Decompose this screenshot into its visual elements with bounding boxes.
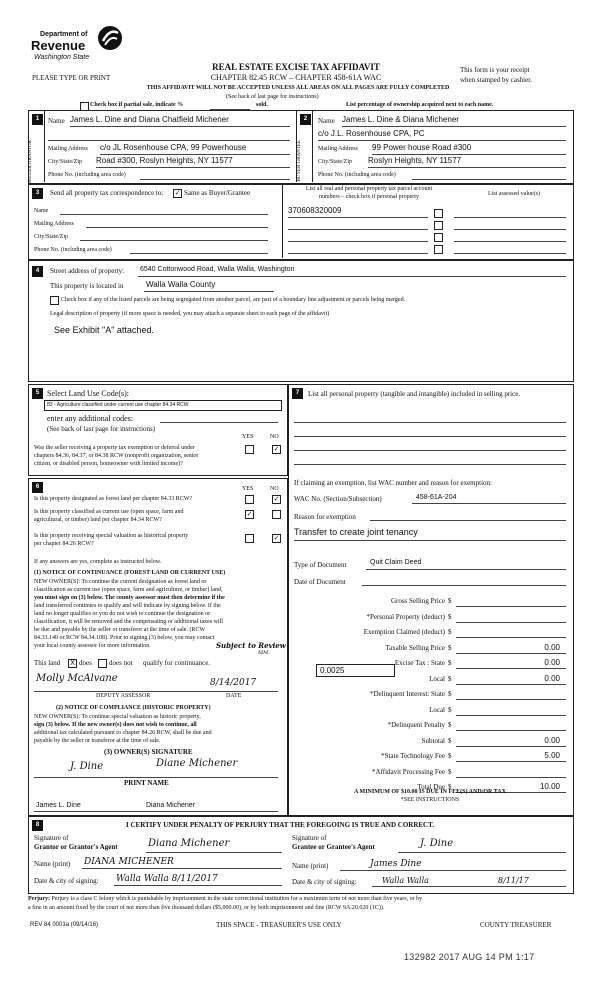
parcel-4-checkbox[interactable]: [434, 245, 443, 254]
assessed-line-1[interactable]: [454, 217, 566, 218]
right-date-label: Date & city of signing:: [292, 878, 357, 886]
continuance-line-4: land no longer qualifies or you do not wish to continue the designation or: [34, 611, 211, 617]
section-8-number: 8: [32, 820, 43, 831]
see-back-text: (See back of last page for instructions): [226, 94, 319, 100]
historic-question-2: per chapter 84.26 RCW?: [34, 541, 94, 547]
section3-divider: [282, 184, 283, 258]
tax-row-label: Total Due: [417, 783, 445, 791]
grantee-date[interactable]: 8/11/17: [498, 876, 529, 885]
tax-row-value[interactable]: 0.00: [544, 673, 560, 683]
grantee-city[interactable]: Walla Walla: [382, 876, 429, 885]
buyer-name-line-2: [318, 140, 566, 141]
compliance-line-1: sign (3) below. If the new owner(s) does not wish to continue, all: [34, 722, 197, 728]
section3-name-label: Name: [34, 208, 49, 214]
exemption-question-2: chapters 84.36, 84.37, or 84.38 RCW (nonprofit organization, senior: [34, 453, 199, 459]
section6-no-header: NO: [270, 486, 279, 492]
parcel-line-1: [288, 217, 428, 218]
this-land-label: This land: [34, 659, 61, 667]
parcel-1-checkbox[interactable]: [434, 209, 443, 218]
seller-name-line-2: [48, 140, 290, 141]
logo-top-text: Department of: [40, 31, 88, 38]
current-use-question-1: Is this property classified as current use (open space, farm and: [34, 509, 184, 515]
certify-statement: I CERTIFY UNDER PENALTY OF PERJURY THAT THE FOREGOING IS TRUE AND CORRECT.: [126, 821, 435, 829]
section3-phone-line[interactable]: [130, 253, 268, 254]
tax-row-line: [456, 668, 566, 669]
seller-mailing-line: [100, 154, 290, 155]
compliance-title: (2) NOTICE OF COMPLIANCE (HISTORIC PROPERTY): [56, 705, 211, 711]
historic-no-checkbox[interactable]: ✓: [273, 534, 280, 542]
section-1-number: 1: [32, 114, 43, 125]
tax-row-line: [456, 761, 566, 762]
tax-row-label: *Delinquent Penalty: [387, 721, 445, 729]
personal-property-label: List all personal property (tangible and intangible) included in selling price.: [308, 390, 521, 398]
assessor-date[interactable]: 8/14/2017: [210, 678, 257, 688]
segregated-checkbox[interactable]: [50, 296, 59, 305]
grantor-print-name[interactable]: DIANA MICHENER: [84, 857, 174, 867]
buyer-city-label: City/State/Zip: [318, 159, 352, 165]
continuance-line-6: be due and payable by the seller or transferor at the time of sale. (RCW: [34, 627, 206, 633]
seller-mailing[interactable]: c/o JL Rosenhouse CPA, 99 Powerhouse: [100, 143, 247, 152]
tax-row-dollar: $: [448, 767, 452, 776]
grantor-signature-line: [146, 852, 282, 853]
date-label: DATE: [226, 693, 242, 699]
tax-row-label: *Personal Property (deduct): [366, 612, 445, 621]
does-label: does: [79, 659, 92, 667]
forest-yes-checkbox[interactable]: [245, 495, 254, 504]
right-name-label: Name (print): [292, 862, 329, 870]
doc-type[interactable]: Quit Claim Deed: [370, 559, 422, 566]
wac-label: WAC No. (Section/Subsection): [294, 495, 382, 503]
left-sig-label-1: Signature of: [34, 834, 69, 842]
exemption-yes-checkbox[interactable]: [245, 445, 254, 454]
form-title: REAL ESTATE EXCISE TAX AFFIDAVIT: [212, 62, 380, 72]
parcel-header-2: numbers – check box if personal property: [319, 194, 419, 200]
logo-sub-text: Washington State: [34, 54, 90, 61]
seller-name-line: [70, 126, 290, 127]
land-use-code[interactable]: 83 - Agriculture classified under current use chapter 84.34 RCW: [44, 400, 282, 411]
continuance-line-7: 84.33.140 or RCW 84.34.108). Prior to signing (3) below, you may contact: [34, 635, 215, 641]
street-line: [138, 276, 566, 277]
assessed-line-4[interactable]: [454, 253, 566, 254]
owner-signature-2[interactable]: Diane Michener: [156, 758, 238, 769]
buyer-name-line: [342, 126, 566, 127]
same-as-buyer-checkbox[interactable]: ✓: [174, 189, 181, 197]
tax-row-dollar: $: [448, 752, 452, 760]
review-note-initials: MM.: [258, 650, 270, 656]
tax-row-label: Local: [429, 705, 445, 714]
assessor-signature[interactable]: Molly McAlvane: [36, 673, 118, 684]
tax-row-label: Local: [429, 674, 445, 683]
section5-yes-header: YES: [242, 434, 254, 440]
reason-line: [294, 540, 566, 541]
exemption-question-1: Was the seller receiving a property tax exemption or deferral under: [34, 445, 195, 451]
perjury-line-1: [28, 896, 588, 902]
wac-number[interactable]: 458-61A-204: [416, 494, 457, 501]
perjury-bold-label: Perjury:: [28, 896, 50, 902]
legal-description[interactable]: See Exhibit "A" attached.: [54, 325, 154, 335]
tax-row-dollar: $: [448, 736, 452, 745]
tax-row-value[interactable]: 10.00: [539, 782, 560, 791]
tax-row-line: [456, 699, 566, 700]
buyer-name-2[interactable]: c/o J.L. Rosenhouse CPA, PC: [318, 129, 425, 138]
percentage-instruction: List percentage of ownership acquired next to each name.: [346, 102, 494, 108]
continuance-line-3: land transferred continues to qualify and will indicate by signing below. If the: [34, 603, 221, 609]
does-not-label: does not: [109, 659, 133, 667]
tax-row-label: Gross Selling Price: [390, 597, 445, 605]
owner-signature-1[interactable]: J. Dine: [70, 761, 104, 772]
section-5-number: 5: [32, 388, 43, 399]
buyer-name[interactable]: James L. Dine & Diana Michener: [342, 115, 459, 124]
tax-row-line: [456, 730, 566, 731]
select-land-use-label: Select Land Use Code(s):: [47, 389, 129, 398]
section6-yes-header: YES: [242, 486, 254, 492]
continuance-line-5: classification, it will be removed and the compensating or additional taxes will: [34, 619, 223, 625]
buyer-mailing-line: [372, 154, 566, 155]
buyer-phone-line[interactable]: [412, 179, 566, 180]
wac-line: [412, 503, 566, 504]
assessed-line-3[interactable]: [454, 241, 566, 242]
street-label: Street address of property:: [50, 267, 125, 275]
left-date-label: Date & city of signing:: [34, 877, 99, 885]
compliance-line-2: additional tax calculated pursuant to chapter 84.26 RCW, shall be due and: [34, 730, 212, 736]
compliance-line-0: NEW OWNER(S): To continue special valuation as historic property,: [34, 714, 201, 720]
tax-row-dollar: $: [448, 690, 452, 698]
left-sig-label-2: Grantor or Grantor's Agent: [34, 843, 118, 851]
buyer-city-line: [368, 167, 566, 168]
send-correspondence-label: Send all property tax correspondence to:: [50, 189, 164, 197]
seller-side-label: SELLER GRANTOR: [28, 140, 33, 184]
forest-no-checkbox[interactable]: ✓: [273, 495, 280, 503]
minimum-due-line-2: *SEE INSTRUCTIONS: [400, 797, 460, 803]
county-treasurer-label: COUNTY TREASURER: [480, 921, 552, 929]
does-not-checkbox[interactable]: [98, 659, 107, 668]
tax-row-dollar: $: [448, 597, 452, 605]
local-rate-box[interactable]: 0.0025: [316, 664, 395, 677]
continuance-line-0: NEW OWNER(S): To continue the current designation as forest land or: [34, 579, 207, 585]
exemption-no-checkbox[interactable]: ✓: [273, 445, 280, 453]
continuance-line-1: classification as current use (open space, farm and agriculture, or timber) land,: [34, 587, 223, 593]
tax-row-dollar: $: [448, 612, 452, 621]
logo-swoosh-icon: [96, 24, 124, 52]
grantee-print-name[interactable]: James Dine: [370, 859, 422, 869]
section-2-number: 2: [300, 114, 311, 125]
seller-city-label: City/State/Zip: [48, 159, 82, 165]
buyer-mailing[interactable]: 99 Power house Road #300: [372, 143, 472, 152]
tax-row-line: [456, 777, 566, 778]
continuance-line-8: your local county assessor for more information.: [34, 643, 151, 649]
section3-phone-label: Phone No. (including area code): [34, 247, 112, 253]
grantor-name-line: [82, 868, 282, 869]
form-warning: THIS AFFIDAVIT WILL NOT BE ACCEPTED UNLESS ALL AREAS ON ALL PAGES ARE FULLY COMPLETED: [146, 85, 450, 91]
buyer-phone-label: Phone No. (including area code): [318, 172, 396, 178]
sold-label: sold.: [256, 102, 268, 108]
tax-row-dollar: $: [448, 705, 452, 714]
located-label: This property is located in: [50, 282, 124, 290]
section-3-number: 3: [32, 188, 43, 199]
reason-label: Reason for exemption: [294, 513, 356, 521]
assessed-header: List assessed value(s): [488, 191, 540, 197]
forest-land-question: Is this property designated as forest land per chapter 84.33 RCW?: [34, 496, 193, 502]
doc-date-label: Date of Document: [294, 578, 346, 586]
tax-row-dollar: $: [448, 659, 452, 667]
seller-name-label: Name: [48, 117, 65, 125]
buyer-city[interactable]: Roslyn Heights, NY 11577: [368, 156, 462, 165]
continuance-title: (1) NOTICE OF CONTINUANCE (FOREST LAND OR CURRENT USE): [34, 570, 226, 576]
tax-row-dollar: $: [448, 721, 452, 729]
receipt-line-1: This form is your receipt: [460, 66, 530, 74]
owner-signature-label: (3) OWNER(S) SIGNATURE: [104, 748, 193, 756]
tax-row-value[interactable]: 0.00: [544, 642, 560, 652]
personal-property-line-4[interactable]: [294, 464, 566, 465]
located-line: [144, 291, 274, 292]
parcel-2-checkbox[interactable]: [434, 221, 443, 230]
seller-phone-line[interactable]: [140, 179, 290, 180]
tax-row-label: Exemption Claimed (deduct): [363, 628, 445, 636]
legal-description-label: Legal description of property (if more space is needed, you may attach a separate sheet to each page of the affidavit): [50, 311, 330, 317]
tax-row-value[interactable]: 0.00: [544, 735, 560, 745]
buyer-name-label: Name: [318, 117, 335, 125]
section3-mailing-line[interactable]: [86, 227, 268, 228]
tax-row-value[interactable]: 5.00: [544, 751, 560, 760]
located-county[interactable]: Walla Walla County: [146, 280, 216, 289]
seller-name[interactable]: James L. Dine and Diana Chatfield Michener: [70, 115, 229, 124]
grantee-date-line: [372, 886, 566, 887]
if-any-yes-text: If any answers are yes, complete as instructed below.: [34, 559, 162, 565]
tax-row-value[interactable]: 0.00: [544, 658, 560, 667]
review-note: Subject to Review: [216, 641, 286, 650]
additional-codes-line[interactable]: [160, 422, 278, 423]
parcel-line-4[interactable]: [288, 253, 428, 254]
tax-row-label: Subtotal: [421, 736, 445, 745]
revenue-logo: [26, 20, 126, 68]
personal-property-line-3[interactable]: [294, 450, 566, 451]
exemption-claim-label: If claiming an exemption, list WAC number and reason for exemption:: [294, 479, 492, 487]
treasurer-stamp: 132982 2017 AUG 14 PM 1:17: [404, 952, 535, 962]
qualify-label: qualify for continuance.: [143, 659, 211, 667]
receipt-line-2: when stamped by cashier.: [460, 76, 532, 84]
tax-row-label: Excise Tax : State: [394, 659, 445, 667]
tax-row-line: [456, 653, 566, 654]
exemption-question-3: citizen, or disabled person, homeowner with limited income)?: [34, 461, 183, 467]
assessor-line: [34, 691, 278, 692]
street-address[interactable]: 6540 Cottonwood Road, Walla Walla, Washington: [140, 266, 295, 273]
reason-text[interactable]: Transfer to create joint tenancy: [294, 527, 418, 537]
tax-row-dollar: $: [448, 628, 452, 636]
deputy-assessor-label: DEPUTY ASSESSOR: [96, 693, 151, 699]
doc-type-label: Type of Document: [294, 561, 347, 569]
continuance-line-2: you must sign on (3) below. The county assessor must then determine if the: [34, 595, 225, 601]
owner-signature-line: [34, 777, 278, 778]
perjury-text-1: Perjury is a class C felony which is punishable by imprisonment in the state correctional institution for a maximum term of not more than five years, or by: [50, 896, 423, 902]
current-use-no-checkbox[interactable]: [272, 510, 281, 519]
same-as-buyer-label: Same as Buyer/Grantee: [184, 189, 251, 197]
seller-city[interactable]: Road #300, Roslyn Heights, NY 11577: [96, 156, 233, 165]
assessed-line-2[interactable]: [454, 229, 566, 230]
seller-city-line: [96, 167, 290, 168]
print-name-line: [34, 811, 278, 812]
form-chapter: CHAPTER 82.45 RCW – CHAPTER 458-61A WAC: [210, 73, 382, 82]
grantor-date-line: [114, 885, 282, 886]
tax-row-label: Taxable Selling Price: [385, 643, 445, 652]
seller-phone-label: Phone No. (including area code): [48, 172, 126, 178]
grantor-signature[interactable]: Diana Michener: [148, 838, 230, 849]
tax-row-line: [456, 622, 566, 623]
section3-city-label: City/State/Zip: [34, 234, 68, 240]
print-name-2[interactable]: Diana Michener: [146, 802, 196, 809]
grantor-date-city[interactable]: Walla Walla 8/11/2017: [116, 874, 218, 884]
section3-mailing-label: Mailing Address: [34, 221, 74, 227]
section5-no-header: NO: [270, 434, 279, 440]
segregated-label: Check box if any of the listed parcels are being segregated from another parcel, are part of a boundary line adjustment or parcels being merged.: [61, 297, 406, 303]
seller-side-divider: [44, 110, 45, 182]
parcel-header-1: List all real and personal property tax parcel account: [305, 186, 433, 192]
tax-row-line: [456, 606, 566, 607]
tax-row-line: [456, 746, 566, 747]
left-name-label: Name (print): [34, 860, 71, 868]
section5-see-back: (See back of last page for instructions): [47, 425, 156, 433]
tax-row-label: *Affidavit Processing Fee: [372, 767, 445, 776]
rev-number: REV 84 0001a (09/14/16): [30, 922, 99, 928]
additional-codes-label: enter any additional codes:: [47, 414, 133, 423]
tax-row-dollar: $: [448, 643, 452, 652]
doc-date-line[interactable]: [362, 585, 566, 586]
right-sig-label-1: Signature of: [292, 834, 327, 842]
tax-row-line: [456, 637, 566, 638]
grantee-signature[interactable]: J. Dine: [420, 838, 454, 849]
current-use-yes-checkbox[interactable]: ✓: [246, 510, 253, 518]
tax-row-dollar: $: [448, 783, 452, 791]
partial-sale-label: Check box if partial sale, indicate %: [90, 102, 184, 108]
personal-property-line-2[interactable]: [294, 436, 566, 437]
minimum-due-line-1: A MINIMUM OF $10.00 IS DUE IN FEE(S) AND/OR TAX: [354, 789, 506, 795]
section3-name-line[interactable]: [60, 214, 268, 215]
tax-row-label: *State Technology Fee: [381, 752, 445, 760]
historic-yes-checkbox[interactable]: [245, 534, 254, 543]
logo-main-text: Revenue: [31, 38, 86, 53]
buyer-side-label: BUYER GRANTEE: [297, 140, 302, 182]
historic-question-1: Is this property receiving special valuation as historical property: [34, 533, 189, 539]
section-6-number: 6: [32, 482, 43, 493]
grantee-signature-line: [398, 852, 566, 853]
tax-row-dollar: $: [448, 674, 452, 683]
right-sig-label-2: Grantee or Grantee's Agent: [292, 843, 375, 851]
reason-line-top: [370, 520, 566, 521]
section-4-box: [28, 260, 574, 382]
parcel-3-checkbox[interactable]: [434, 233, 443, 242]
tax-row-line: [456, 684, 566, 685]
print-name-label: PRINT NAME: [124, 779, 169, 787]
parcel-line-2[interactable]: [288, 229, 428, 230]
section-4-number: 4: [32, 266, 43, 277]
compliance-line-3: payable by the seller or transferor at the time of sale.: [34, 738, 161, 744]
doc-type-line: [366, 569, 566, 570]
tax-row-line: [456, 715, 566, 716]
treasurer-use-label: THIS SPACE - TREASURER'S USE ONLY: [216, 921, 342, 929]
tax-row-label: *Delinquent Interest: State: [369, 690, 445, 698]
buyer-side-divider: [312, 110, 313, 182]
section3-city-line[interactable]: [80, 240, 268, 241]
buyer-mailing-label: Mailing Address: [318, 146, 358, 152]
perjury-line-2: a fine in an amount fixed by the court of not more than five thousand dollars ($5,000.00), or by both imprisonment and fine (RCW 9A.20.020 (1C)).: [28, 905, 385, 911]
does-checkbox[interactable]: X: [68, 659, 77, 668]
please-type-text: PLEASE TYPE OR PRINT: [32, 74, 111, 82]
personal-property-line-1[interactable]: [294, 422, 566, 423]
seller-mailing-label: Mailing Address: [48, 146, 88, 152]
parcel-line-3[interactable]: [288, 241, 428, 242]
grantee-name-line: [340, 870, 566, 871]
parcel-number[interactable]: 370608320009: [288, 206, 342, 215]
print-name-1[interactable]: James L. Dine: [36, 802, 81, 809]
section-7-number: 7: [292, 388, 303, 399]
current-use-question-2: agricultural, or timber) land per chapter 84.34 RCW?: [34, 517, 162, 523]
